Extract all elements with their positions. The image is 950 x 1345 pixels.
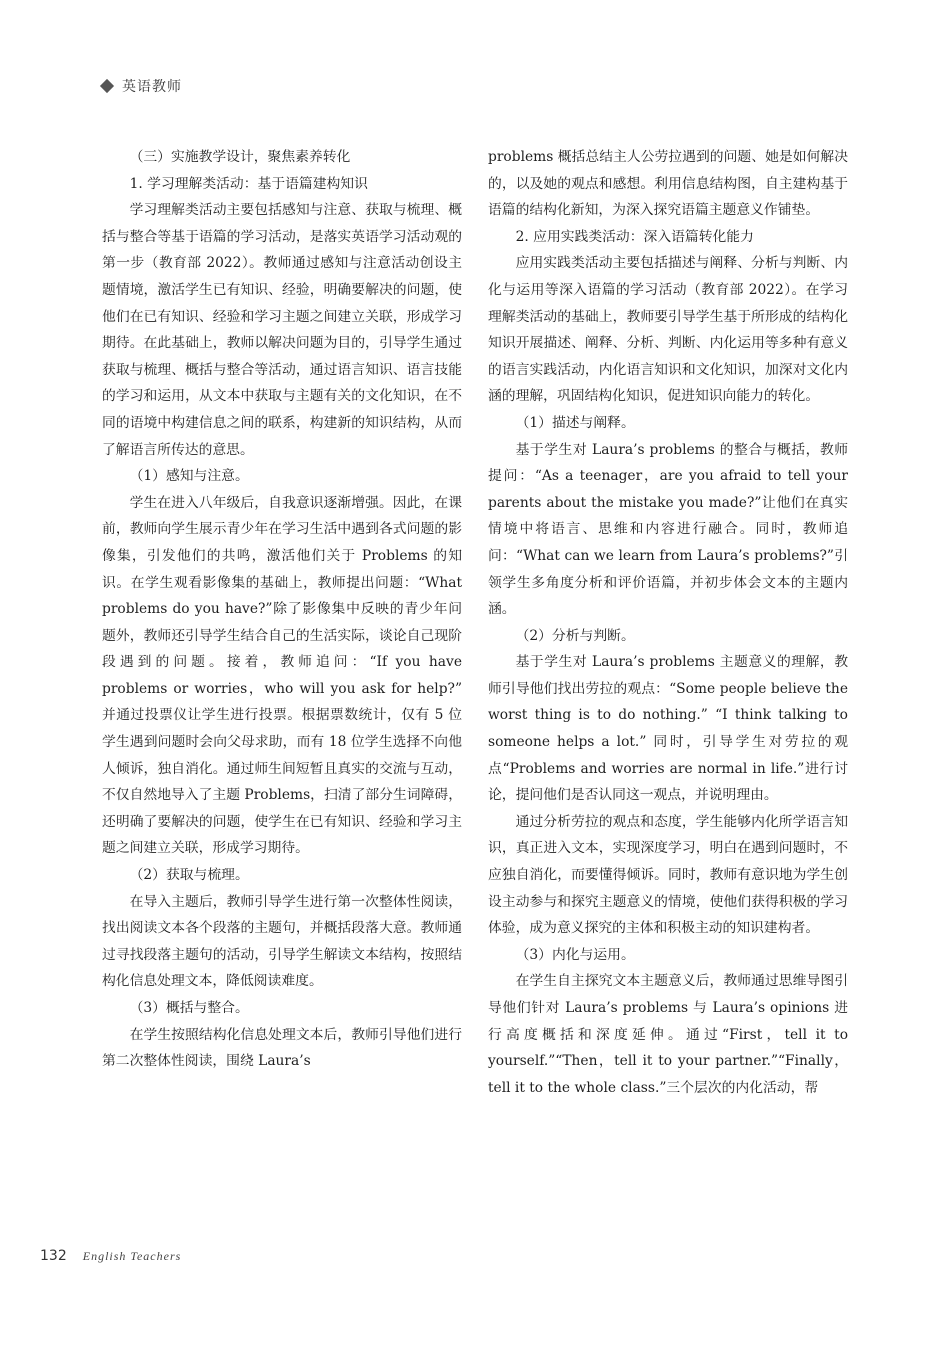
- list-item-heading: （1）描述与阐释。: [515, 414, 635, 431]
- diamond-icon: [100, 79, 114, 93]
- paragraph: 在学生自主探究文本主题意义后，教师通过思维导图引导他们针对 Laura’s problems 与 Laura’s opinions 进行高度概括和深度延伸。通过“First，tell it to yourself.”“Then，tell it to your partner.”“Finally，tell it to the whole class.”三个层次的内化活动，帮: [488, 973, 848, 1096]
- right-column: [488, 144, 848, 1101]
- journal-name-english: English Teachers: [82, 1249, 182, 1263]
- paragraph: 在导入主题后，教师引导学生进行第一次整体性阅读，找出阅读文本各个段落的主题句，并概括段落大意。教师通过寻找段落主题句的活动，引导学生解读文本结构，按照结构化信息处理文本，降低阅读难度。: [102, 893, 462, 990]
- list-item-heading: （2）分析与判断。: [515, 627, 635, 644]
- running-header: [102, 76, 182, 96]
- paragraph: 基于学生对 Laura’s problems 的整合与概括，教师提问：“As a teenager，are you afraid to tell your parents about the mistake you made?”让他们在真实情境中将语言、思维和内容进行融合。同时，教师追问：“What can we learn from Laura’s problems?”引领学生多角度分析和评价语篇，并初步体会文本的主题内涵。: [488, 441, 848, 618]
- paragraph: 学生在进入八年级后，自我意识逐渐增强。因此，在课前，教师向学生展示青少年在学习生活中遇到各式问题的影像集，引发他们的共鸣，激活他们关于 Problems 的知识。在学生观看影像集的基础上，教师提出问题：“What problems do you have?”除了影像集中反映的青少年问题外，教师还引导学生结合自己的生活实际，谈论自己现阶段遇到的问题。接着，教师追问：“If you have problems or worries，who will you ask for help?” 并通过投票仪让学生进行投票。根据票数统计，仅有 5 位学生遇到问题时会向父母求助，而有 18 位学生选择不向他人倾诉，独自消化。通过师生间短暂且真实的交流与互动，不仅自然地导入了主题 Problems，扫清了部分生词障碍，还明确了要解决的问题，使学生在已有知识、经验和学习主题之间建立关联，形成学习期待。: [102, 494, 462, 857]
- list-item-heading: （3）概括与整合。: [129, 1000, 249, 1016]
- paragraph: 学习理解类活动主要包括感知与注意、获取与梳理、概括与整合等基于语篇的学习活动，是落实英语学习活动观的第一步（教育部 2022）。教师通过感知与注意活动创设主题情境，激活学生已有知识、经验，明确要解决的问题，使他们在已有知识、经验和学习主题之间建立关联，形成学习期待。在此基础上，教师以解决问题为目的，引导学生通过获取与梳理、概括与整合等活动，通过语言知识、语言技能的学习和运用，从文本中获取与主题有关的文化知识，在不同的语境中构建信息之间的联系，构建新的知识结构，从而了解语言所传达的意思。: [102, 202, 462, 458]
- paragraph-continued: problems 概括总结主人公劳拉遇到的问题、她是如何解决的，以及她的观点和感想。利用信息结构图，自主建构基于语篇的结构化新知，为深入探究语篇主题意义作铺垫。: [488, 149, 848, 219]
- page-number: 132: [40, 1248, 67, 1264]
- paragraph: 通过分析劳拉的观点和态度，学生能够内化所学语言知识，真正进入文本，实现深度学习，明白在遇到问题时，不应独自消化，而要懂得倾诉。同时，教师有意识地为学生创设主动参与和探究主题意义的情境，使他们获得积极的学习体验，成为意义探究的主体和积极主动的知识建构者。: [488, 813, 848, 937]
- sub-heading: 1. 学习理解类活动：基于语篇建构知识: [129, 175, 368, 192]
- page-footer: [40, 1248, 181, 1264]
- paragraph: 应用实践类活动主要包括描述与阐释、分析与判断、内化与运用等深入语篇的学习活动（教育部 2022）。在学习理解类活动的基础上，教师要引导学生基于所形成的结构化知识开展描述、阐释、分析、判断、内化运用等多种有意义的语言实践活动，内化语言知识和文化知识，加深对文化内涵的理解，巩固结构化知识，促进知识向能力的转化。: [488, 255, 848, 405]
- paragraph: 在学生按照结构化信息处理文本后，教师引导他们进行第二次整体性阅读，围绕 Laura’s: [102, 1026, 462, 1070]
- list-item-heading: （1）感知与注意。: [129, 468, 249, 485]
- journal-title: 英语教师: [122, 79, 182, 95]
- list-item-heading: （3）内化与运用。: [515, 946, 635, 963]
- paragraph: 基于学生对 Laura’s problems 主题意义的理解，教师引导他们找出劳拉的观点：“Some people believe the worst thing is to do nothing.” “I think talking to someone helps a lot.” 同时，引导学生对劳拉的观点“Problems and worries are normal in life.”进行讨论，提问他们是否认同这一观点，并说明理由。: [488, 654, 848, 804]
- sub-heading: 2. 应用实践类活动：深入语篇转化能力: [515, 228, 754, 245]
- list-item-heading: （2）获取与梳理。: [129, 867, 249, 884]
- left-column: [102, 144, 462, 1075]
- section-heading: （三）实施教学设计，聚焦素养转化: [129, 149, 351, 165]
